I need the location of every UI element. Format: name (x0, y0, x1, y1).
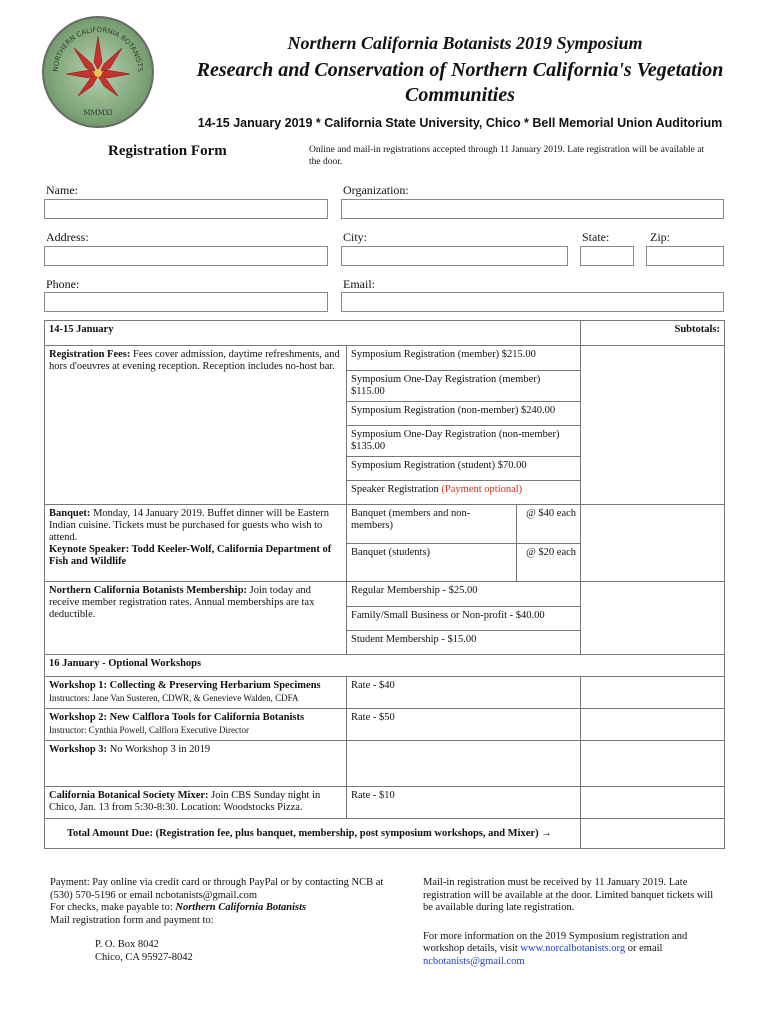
banquet-description: Banquet: Monday, 14 January 2019. Buffet dinner will be Eastern Indian cuisine. Tickets must be purchased for guests who wish to attend. Keynote Speaker: Todd Keeler-Wolf, California Department of Fish and Wildlife (45, 505, 347, 582)
section-heading: 14-15 January (45, 321, 581, 346)
subtotal-workshop-3[interactable] (581, 741, 725, 787)
banquet-price: @ $20 each (517, 544, 581, 582)
workshop-1: Workshop 1: Collecting & Preserving Herbarium Specimens Instructors: Jane Van Susteren, CDWR, & Genevieve Walden, CDFA (45, 677, 347, 709)
registration-table (44, 320, 725, 849)
city-field[interactable] (341, 246, 568, 266)
workshop-3: Workshop 3: No Workshop 3 in 2019 (45, 741, 347, 787)
reg-option[interactable]: Symposium One-Day Registration (non-member) $135.00 (347, 426, 581, 457)
event-date-line: 14-15 January 2019 * California State University, Chico * Bell Memorial Union Auditorium (197, 116, 723, 130)
reg-option[interactable]: Symposium Registration (non-member) $240.00 (347, 402, 581, 426)
page-title: Northern California Botanists 2019 Symposium (287, 33, 643, 53)
banquet-option[interactable]: Banquet (members and non-members) (347, 505, 517, 544)
mailing-address: P. O. Box 8042 Chico, CA 95927-8042 (95, 939, 193, 963)
banquet-price: @ $40 each (517, 505, 581, 544)
more-info: For more information on the 2019 Symposium registration and workshop details, visit www.norcalbotanists.org or email ncbotanists@gmail.com (423, 930, 688, 967)
organization-field[interactable] (341, 199, 724, 219)
subtotals-heading: Subtotals: (581, 321, 725, 346)
speaker-option[interactable]: Speaker Registration (Payment optional) (347, 481, 581, 505)
mixer-description: California Botanical Society Mixer: Join CBS Sunday night in Chico, Jan. 13 from 5:30-8:30. Location: Woodstocks Pizza. (45, 787, 347, 819)
name-field[interactable] (44, 199, 328, 219)
payment-info (50, 877, 400, 964)
registration-notes (423, 877, 723, 968)
total-amount-field[interactable] (581, 819, 725, 849)
subtotal-mixer[interactable] (581, 787, 725, 819)
subtotal-workshop-2[interactable] (581, 709, 725, 741)
organization-label: Organization: (343, 183, 409, 197)
workshop-3-rate (347, 741, 581, 787)
membership-option[interactable]: Family/Small Business or Non-profit - $40.00 (347, 607, 581, 631)
email-field[interactable] (341, 292, 724, 312)
website-link[interactable]: www.norcalbotanists.org (520, 943, 626, 954)
membership-option[interactable]: Regular Membership - $25.00 (347, 582, 581, 607)
page-subtitle: Research and Conservation of Northern California's Vegetation Communities (196, 59, 724, 106)
zip-label: Zip: (650, 230, 670, 244)
state-label: State: (582, 230, 610, 244)
online-note: Online and mail-in registrations accepted through 11 January 2019. Late registration will be available at the door. (309, 145, 705, 167)
state-field[interactable] (580, 246, 634, 266)
mail-in-note: Mail-in registration must be received by 11 January 2019. Late registration will be available at the door. Limited banquet tickets will be available during late registration. (423, 877, 714, 913)
phone-label: Phone: (46, 277, 80, 291)
phone-field[interactable] (44, 292, 328, 312)
subtotal-workshop-1[interactable] (581, 677, 725, 709)
check-payable: For checks, make payable to: Northern California Botanists (50, 902, 307, 913)
workshops-heading: 16 January - Optional Workshops (45, 655, 725, 677)
workshop-2-rate[interactable]: Rate - $50 (347, 709, 581, 741)
reg-option[interactable]: Symposium Registration (student) $70.00 (347, 457, 581, 481)
subtotal-registration[interactable] (581, 346, 725, 505)
address-label: Address: (46, 230, 89, 244)
membership-description: Northern California Botanists Membership: Join today and receive member registration rates. Annual memberships are tax deductible. (45, 582, 347, 655)
form-title: Registration Form (108, 143, 227, 159)
registration-description: Registration Fees: Fees cover admission, daytime refreshments, and hors d'oeuvres at evening reception. Reception includes no-host bar. (45, 346, 347, 505)
payment-text: Payment: Pay online via credit card or through PayPal or by contacting NCB at (530) 570-5196 or email ncbotanists@gmail.com (50, 877, 384, 901)
address-field[interactable] (44, 246, 328, 266)
email-label: Email: (343, 277, 375, 291)
symposium-logo (42, 16, 154, 128)
city-label: City: (343, 230, 368, 244)
logo-ring-text: NORTHERN CALIFORNIA BOTANISTS (51, 25, 145, 73)
mixer-rate[interactable]: Rate - $10 (347, 787, 581, 819)
workshop-1-rate[interactable]: Rate - $40 (347, 677, 581, 709)
email-link[interactable]: ncbotanists@gmail.com (423, 955, 525, 967)
flower-icon (44, 18, 152, 126)
workshop-2: Workshop 2: New Calflora Tools for California Botanists Instructor: Cynthia Powell, Calflora Executive Director (45, 709, 347, 741)
name-label: Name: (46, 183, 78, 197)
reg-option[interactable]: Symposium Registration (member) $215.00 (347, 346, 581, 371)
mail-instruction: Mail registration form and payment to: (50, 914, 214, 926)
subtotal-banquet[interactable] (581, 505, 725, 582)
banquet-option[interactable]: Banquet (students) (347, 544, 517, 582)
membership-option[interactable]: Student Membership - $15.00 (347, 631, 581, 655)
zip-field[interactable] (646, 246, 724, 266)
subtotal-membership[interactable] (581, 582, 725, 655)
reg-option[interactable]: Symposium One-Day Registration (member) $115.00 (347, 371, 581, 402)
total-amount-label: Total Amount Due: (Registration fee, plus banquet, membership, post symposium workshops, and Mixer) → (45, 819, 581, 849)
logo-year: MMMXI (83, 109, 113, 117)
